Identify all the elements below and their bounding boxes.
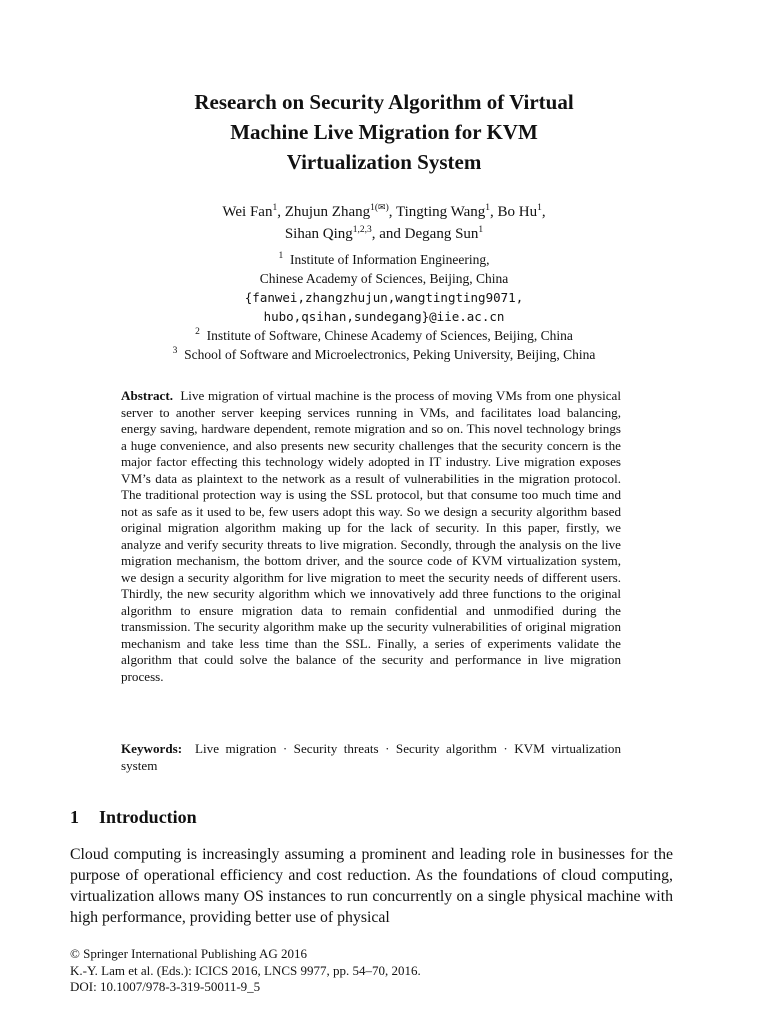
abstract [121, 388, 621, 685]
affiliation-3: $^3$ School of Software and Microelectronics, Peking University, Beijing, China [172, 346, 596, 362]
title-line-3: Virtualization System [286, 150, 482, 174]
author-name: Zhujun Zhang [284, 204, 371, 220]
affiliation-1-line-2: Chinese Academy of Sciences, Beijing, China [259, 271, 509, 286]
section-heading-introduction [70, 805, 197, 829]
affiliation-2: $^2$ Institute of Software, Chinese Academy of Sciences, Beijing, China [195, 327, 573, 343]
envelope-icon: ✉ [378, 202, 386, 212]
author-list [110, 201, 658, 245]
author-line-1: Wei Fan$^1$, Zhujun Zhang$^{1(✉)}$, Tingting Wang$^1$, Bo Hu$^1$, [222, 202, 546, 220]
keywords-text: Live migration · Security threats · Security algorithm · KVM virtualization system [121, 741, 622, 773]
copyright-notice: © Springer International Publishing AG 2016 [70, 946, 307, 961]
author-name: Sihan Qing [284, 226, 353, 242]
affiliation-1-line-1: $^1$ Institute of Information Engineering, [278, 251, 490, 267]
author-name: Bo Hu [497, 204, 538, 220]
author-affil-mark: 1(✉) [370, 202, 389, 213]
author-name: Wei Fan [222, 204, 273, 220]
author-name: Tingting Wang [396, 204, 486, 220]
publication-footer [70, 946, 421, 996]
title-line-2: Machine Live Migration for KVM [230, 120, 538, 144]
author-affil-mark: 1,2,3 [352, 225, 372, 235]
email-list-line-1: {fanwei,zhangzhujun,wangtingting9071, [244, 290, 524, 305]
author-affil-mark: 1 [272, 203, 278, 213]
section-title: Introduction [99, 807, 197, 827]
affiliation-number: 1 [278, 251, 284, 261]
author-affil-mark: 1 [485, 203, 490, 213]
abstract-text: Live migration of virtual machine is the process of moving VMs from one physical server to another server keeping services running in VMs, and facilitates load balancing, energy saving, hardware dependent, remote migration and so on. This novel technology brings a huge convenience, and also presents new security challenges that the security concern is the major factor effecting this technology widely adopted in IT industry. Live migration exposes VM’s data as plaintext to the network as a result of vulnerabilities in the migration protocol. The traditional protection way is using the SSL protocol, but that consume too much time and not as safe as it used to be, few users adopt this way. So we design a security algorithm based original migration algorithm making up for the lack of security. In this paper, firstly, we analyze and verify security threats to live migration. Secondly, through the analysis on the live migration mechanism, the bottom driver, and the source code of KVM virtualization system, we design a security algorithm for live migration to meet the security needs of different users. Thirdly, the new security algorithm which we innovatively add three functions to the original algorithm to ensure migration data to remain confidential and unmodified during the transmission. The security algorithm make up the security vulnerabilities of original migration mechanism and take less time than the SSL. Finally, a series of experiments validate the algorithm that could solve the balance of the security and performance in live migration process. [121, 388, 622, 684]
paper-title [110, 87, 658, 177]
doi-line: DOI: 10.1007/978-3-319-50011-9_5 [70, 979, 261, 994]
author-affil-mark: 1 [478, 225, 484, 235]
title-line-1: Research on Security Algorithm of Virtual [194, 90, 574, 114]
abstract-label: Abstract. [121, 388, 173, 403]
author-affil-mark: 1 [537, 203, 542, 213]
keywords [121, 741, 621, 774]
introduction-paragraph: Cloud computing is increasingly assuming a prominent and leading role in businesses for the purpose of operational efficiency and cost reduction. As the foundations of cloud computing, virtualization allows many OS instances to run concurrently on a single physical machine with high performance, providing better use of physical [70, 846, 673, 926]
email-list-line-2: hubo,qsihan,sundegang}@iie.ac.cn [263, 309, 505, 324]
author-line-2: Sihan Qing$^{1,2,3}$, and Degang Sun$^1$ [284, 225, 484, 242]
affiliations [80, 250, 688, 364]
affiliation-number: 3 [172, 346, 178, 356]
citation-line: K.-Y. Lam et al. (Eds.): ICICS 2016, LNCS 9977, pp. 54–70, 2016. [70, 962, 421, 978]
keywords-label: Keywords: [121, 741, 183, 756]
author-name: Degang Sun [404, 226, 479, 242]
affiliation-number: 2 [195, 327, 200, 337]
section-number: 1 [70, 807, 79, 827]
